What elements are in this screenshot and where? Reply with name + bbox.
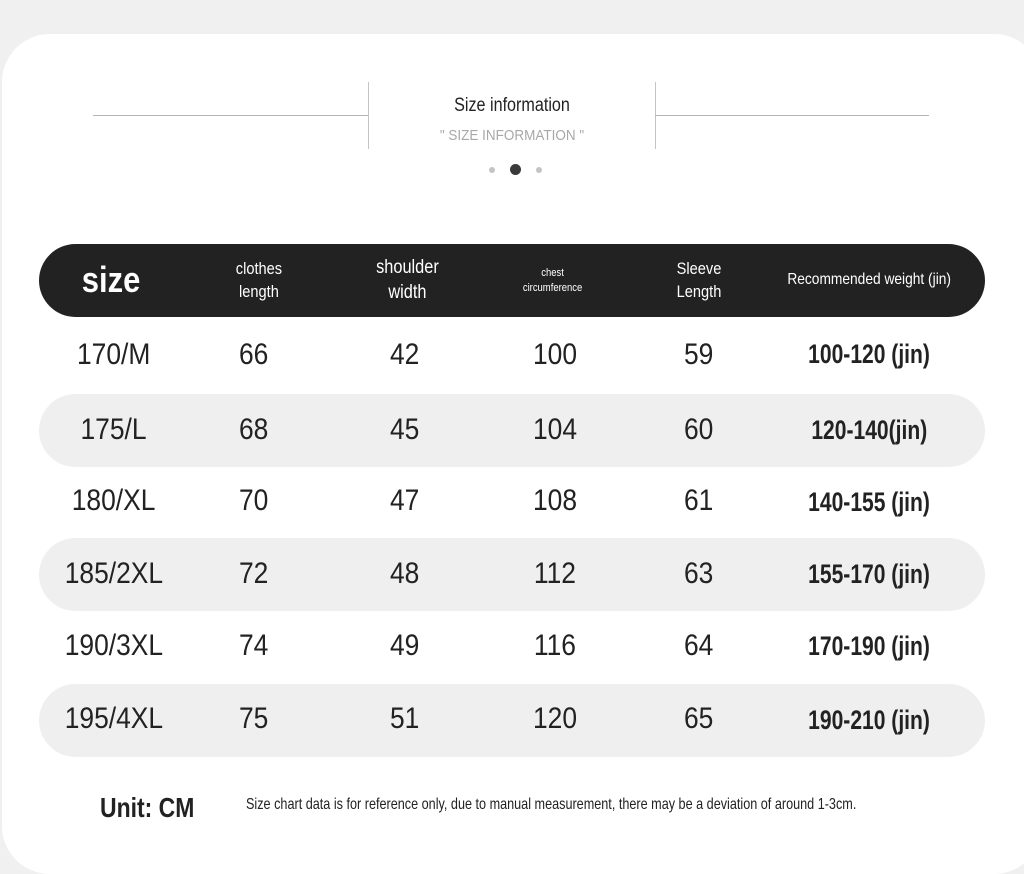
cell-sleeve-length: 63 <box>684 556 714 590</box>
pager-dot-3 <box>536 167 542 173</box>
cell-size: 190/3XL <box>64 628 164 662</box>
cell-chest: 104 <box>532 412 578 446</box>
cell-size: 185/2XL <box>64 556 164 590</box>
cell-size: 170/M <box>77 337 151 371</box>
cell-clothes-length: 70 <box>239 483 269 517</box>
cell-chest: 120 <box>532 701 578 735</box>
header-recommended-weight: Recommended weight (jin) <box>787 271 951 289</box>
pager-dot-1 <box>489 167 495 173</box>
cell-shoulder-width: 45 <box>390 412 420 446</box>
disclaimer-note: Size chart data is for reference only, due to manual measurement, there may be a deviation of around 1-3cm. <box>246 796 857 813</box>
cell-chest: 116 <box>533 628 577 662</box>
header-chest-circumference: chest circumference <box>522 267 583 294</box>
cell-weight: 155-170 (jin) <box>808 559 930 589</box>
pager-dot-active <box>510 164 521 175</box>
cell-chest: 100 <box>532 337 578 371</box>
cell-shoulder-width: 42 <box>390 337 420 371</box>
cell-weight: 120-140(jin) <box>811 415 927 445</box>
cell-weight: 170-190 (jin) <box>808 631 930 661</box>
cell-clothes-length: 74 <box>239 628 269 662</box>
cell-size: 175/L <box>80 412 148 446</box>
cell-size: 180/XL <box>72 483 156 517</box>
cell-weight: 190-210 (jin) <box>808 705 930 735</box>
cell-shoulder-width: 49 <box>390 628 420 662</box>
cell-sleeve-length: 65 <box>684 701 714 735</box>
cell-weight: 100-120 (jin) <box>808 339 930 369</box>
header-clothes-length: clothes length <box>235 259 283 301</box>
cell-clothes-length: 72 <box>239 556 269 590</box>
cell-sleeve-length: 60 <box>684 412 714 446</box>
cell-shoulder-width: 48 <box>390 556 420 590</box>
cell-weight: 140-155 (jin) <box>808 487 930 517</box>
cell-sleeve-length: 61 <box>684 483 714 517</box>
cell-clothes-length: 68 <box>239 412 269 446</box>
cell-shoulder-width: 47 <box>390 483 420 517</box>
header-sleeve-length: Sleeve Length <box>676 259 722 301</box>
cell-sleeve-length: 59 <box>684 337 714 371</box>
page-subtitle: " SIZE INFORMATION " <box>439 127 585 144</box>
page-title: Size information <box>454 95 570 116</box>
cell-sleeve-length: 64 <box>684 628 714 662</box>
cell-chest: 112 <box>533 556 577 590</box>
header-shoulder-width: shoulder width <box>375 256 439 303</box>
cell-size: 195/4XL <box>64 701 164 735</box>
cell-clothes-length: 75 <box>239 701 269 735</box>
unit-label: Unit: CM <box>100 792 195 823</box>
cell-shoulder-width: 51 <box>390 701 420 735</box>
cell-clothes-length: 66 <box>239 337 269 371</box>
table-header <box>39 244 985 317</box>
header-size: size <box>82 259 141 301</box>
cell-chest: 108 <box>532 483 578 517</box>
